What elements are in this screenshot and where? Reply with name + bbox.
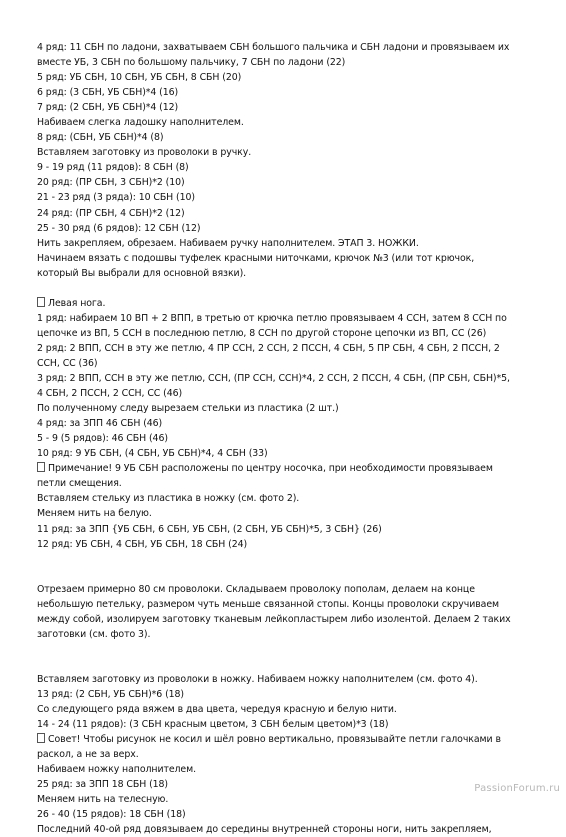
text-line (37, 115, 537, 130)
text-line (37, 431, 537, 446)
text-line (37, 311, 537, 326)
text-line-content: 5 ряд: УБ СБН, 10 СБН, УБ СБН, 8 СБН (20) (37, 72, 242, 84)
text-line (37, 702, 537, 717)
blank-line (37, 642, 537, 657)
text-line-content: 11 ряд: за ЗПП {УБ СБН, 6 СБН, УБ СБН, (2 СБН, УБ СБН)*5, 3 СБН} (26) (37, 523, 382, 535)
text-line-content: Вставляем стельку из пластика в ножку (см. фото 2). (37, 493, 300, 505)
missing-glyph-icon (37, 462, 45, 472)
text-line-content: 13 ряд: (2 СБН, УБ СБН)*6 (18) (37, 689, 184, 701)
text-line (37, 612, 537, 627)
text-line-content: 10 ряд: 9 УБ СБН, (4 СБН, УБ СБН)*4, 4 СБН (33) (37, 448, 268, 460)
text-line-content: Нить закрепляем, обрезаем. Набиваем ручку наполнителем. ЭТАП 3. НОЖКИ. (37, 237, 419, 249)
text-line (37, 476, 537, 491)
text-line (37, 175, 537, 190)
text-line-content: 25 ряд: за ЗПП 18 СБН (18) (37, 779, 169, 791)
blank-line (37, 567, 537, 582)
text-line-content: 21 - 23 ряд (3 ряда): 10 СБН (10) (37, 192, 195, 204)
text-line-content: 2 ряд: 2 ВПП, ССН в эту же петлю, 4 ПР ССН, 2 ССН, 2 ПССН, 4 СБН, 5 ПР СБН, 4 СБН, 2 ПССН, 2 (37, 342, 500, 354)
text-line (37, 55, 537, 70)
text-line (37, 522, 537, 537)
missing-glyph-icon (37, 733, 45, 743)
text-line (37, 236, 537, 251)
text-line-content: Меняем нить на белую. (37, 508, 152, 520)
text-line-content: ССН, СС (36) (37, 357, 98, 369)
text-line (37, 446, 537, 461)
text-line-content: Со следующего ряда вяжем в два цвета, чередуя красную и белую нити. (37, 704, 397, 716)
text-line (37, 401, 537, 416)
text-line (37, 597, 537, 612)
blank-line (37, 281, 537, 296)
text-line-content: Совет! Чтобы рисунок не косил и шёл ровно вертикально, провязывайте петли галочками в (48, 734, 501, 746)
text-line-content: который Вы выбрали для основной вязки). (37, 267, 247, 279)
text-line-content: Меняем нить на телесную. (37, 794, 169, 806)
text-line (37, 807, 537, 822)
text-line-content: между собой, изолируем заготовку тканевым лейкопластырем либо изолентой. Делаем 2 таких (37, 613, 511, 625)
text-line-content: По полученному следу вырезаем стельки из пластика (2 шт.) (37, 403, 339, 415)
text-line-content: 24 ряд: (ПР СБН, 4 СБН)*2 (12) (37, 207, 185, 219)
text-line-content: 9 - 19 ряд (11 рядов): 8 СБН (8) (37, 162, 189, 174)
text-line (37, 747, 537, 762)
text-line (37, 732, 537, 747)
text-line (37, 506, 537, 521)
text-line-content: 4 ряд: 11 СБН по ладони, захватываем СБН большого пальчика и СБН ладони и провязываем их (37, 42, 510, 53)
document-text (37, 40, 537, 837)
text-line (37, 326, 537, 341)
text-line-content: 7 ряд: (2 СБН, УБ СБН)*4 (12) (37, 102, 179, 114)
text-line-content: 1 ряд: набираем 10 ВП + 2 ВПП, в третью от крючка петлю провязываем 4 ССН, затем 8 ССН по (37, 312, 507, 324)
text-line (37, 70, 537, 85)
blank-line (37, 552, 537, 567)
text-line-content: Набиваем ножку наполнителем. (37, 764, 197, 776)
text-line (37, 85, 537, 100)
text-line-content: Начинаем вязать с подошвы туфелек красными ниточками, крючок №3 (или тот крючок, (37, 252, 475, 264)
text-line-content: Отрезаем примерно 80 см проволоки. Складываем проволоку пополам, делаем на конце (37, 583, 475, 595)
text-line (37, 266, 537, 281)
text-line (37, 190, 537, 205)
text-line-content: 3 ряд: 2 ВПП, ССН в эту же петлю, ССН, (ПР ССН, ССН)*4, 2 ССН, 2 ПССН, 4 СБН, (ПР СБН, СБН)*5, (37, 373, 510, 385)
text-line-content: 8 ряд: (СБН, УБ СБН)*4 (8) (37, 132, 164, 144)
text-line (37, 251, 537, 266)
text-line (37, 130, 537, 145)
text-line (37, 461, 537, 476)
text-line (37, 341, 537, 356)
text-line (37, 491, 537, 506)
text-line (37, 672, 537, 687)
text-line-content: Набиваем слегка ладошку наполнителем. (37, 117, 244, 129)
text-line-content: небольшую петельку, размером чуть меньше связанной стопы. Концы проволоки скручиваем (37, 598, 500, 610)
text-line (37, 386, 537, 401)
text-line (37, 160, 537, 175)
text-line (37, 537, 537, 552)
text-line (37, 40, 537, 55)
text-line-content: 4 СБН, 2 ПССН, 2 ССН, СС (46) (37, 388, 183, 400)
text-line-content: 14 - 24 (11 рядов): (3 СБН красным цветом, 3 СБН белым цветом)*3 (18) (37, 719, 389, 731)
text-line-content: Примечание! 9 УБ СБН расположены по центру носочка, при необходимости провязываем (48, 463, 493, 475)
text-line-content: 4 ряд: за ЗПП 46 СБН (46) (37, 418, 163, 430)
text-line (37, 296, 537, 311)
site-watermark: PassionForum.ru (474, 783, 560, 794)
text-line (37, 145, 537, 160)
blank-line (37, 657, 537, 672)
text-line-content: петли смещения. (37, 478, 122, 490)
text-line (37, 717, 537, 732)
text-line (37, 206, 537, 221)
text-line (37, 687, 537, 702)
text-line-content: цепочке из ВП, 5 ССН в последнюю петлю, 8 ССН по другой стороне цепочки из ВП, СС (26) (37, 327, 487, 339)
text-line-content: раскол, а не за верх. (37, 749, 139, 761)
text-line (37, 416, 537, 431)
text-line (37, 627, 537, 642)
text-line-content: Вставляем заготовку из проволоки в ручку. (37, 147, 252, 159)
text-line (37, 356, 537, 371)
text-line (37, 221, 537, 236)
text-line-content: Вставляем заготовку из проволоки в ножку. Набиваем ножку наполнителем (см. фото 4). (37, 673, 478, 685)
text-line (37, 762, 537, 777)
text-line (37, 100, 537, 115)
text-line (37, 822, 537, 837)
text-line-content: 20 ряд: (ПР СБН, 3 СБН)*2 (10) (37, 177, 185, 189)
text-line-content: заготовки (см. фото 3). (37, 628, 151, 640)
text-line-content: вместе УБ, 3 СБН по большому пальчику, 7 СБН по ладони (22) (37, 57, 346, 69)
text-line-content: Последний 40-ой ряд довязываем до середины внутренней стороны ноги, нить закрепляем, (37, 824, 492, 836)
text-line-content: 26 - 40 (15 рядов): 18 СБН (18) (37, 809, 186, 821)
text-line-content: Левая нога. (48, 297, 106, 309)
text-line-content: 6 ряд: (3 СБН, УБ СБН)*4 (16) (37, 87, 179, 99)
text-line (37, 582, 537, 597)
missing-glyph-icon (37, 297, 45, 307)
text-line (37, 777, 537, 792)
text-line-content: 25 - 30 ряд (6 рядов): 12 СБН (12) (37, 222, 201, 234)
text-line (37, 371, 537, 386)
text-line-content: 12 ряд: УБ СБН, 4 СБН, УБ СБН, 18 СБН (24) (37, 538, 248, 550)
text-line-content: 5 - 9 (5 рядов): 46 СБН (46) (37, 433, 168, 445)
